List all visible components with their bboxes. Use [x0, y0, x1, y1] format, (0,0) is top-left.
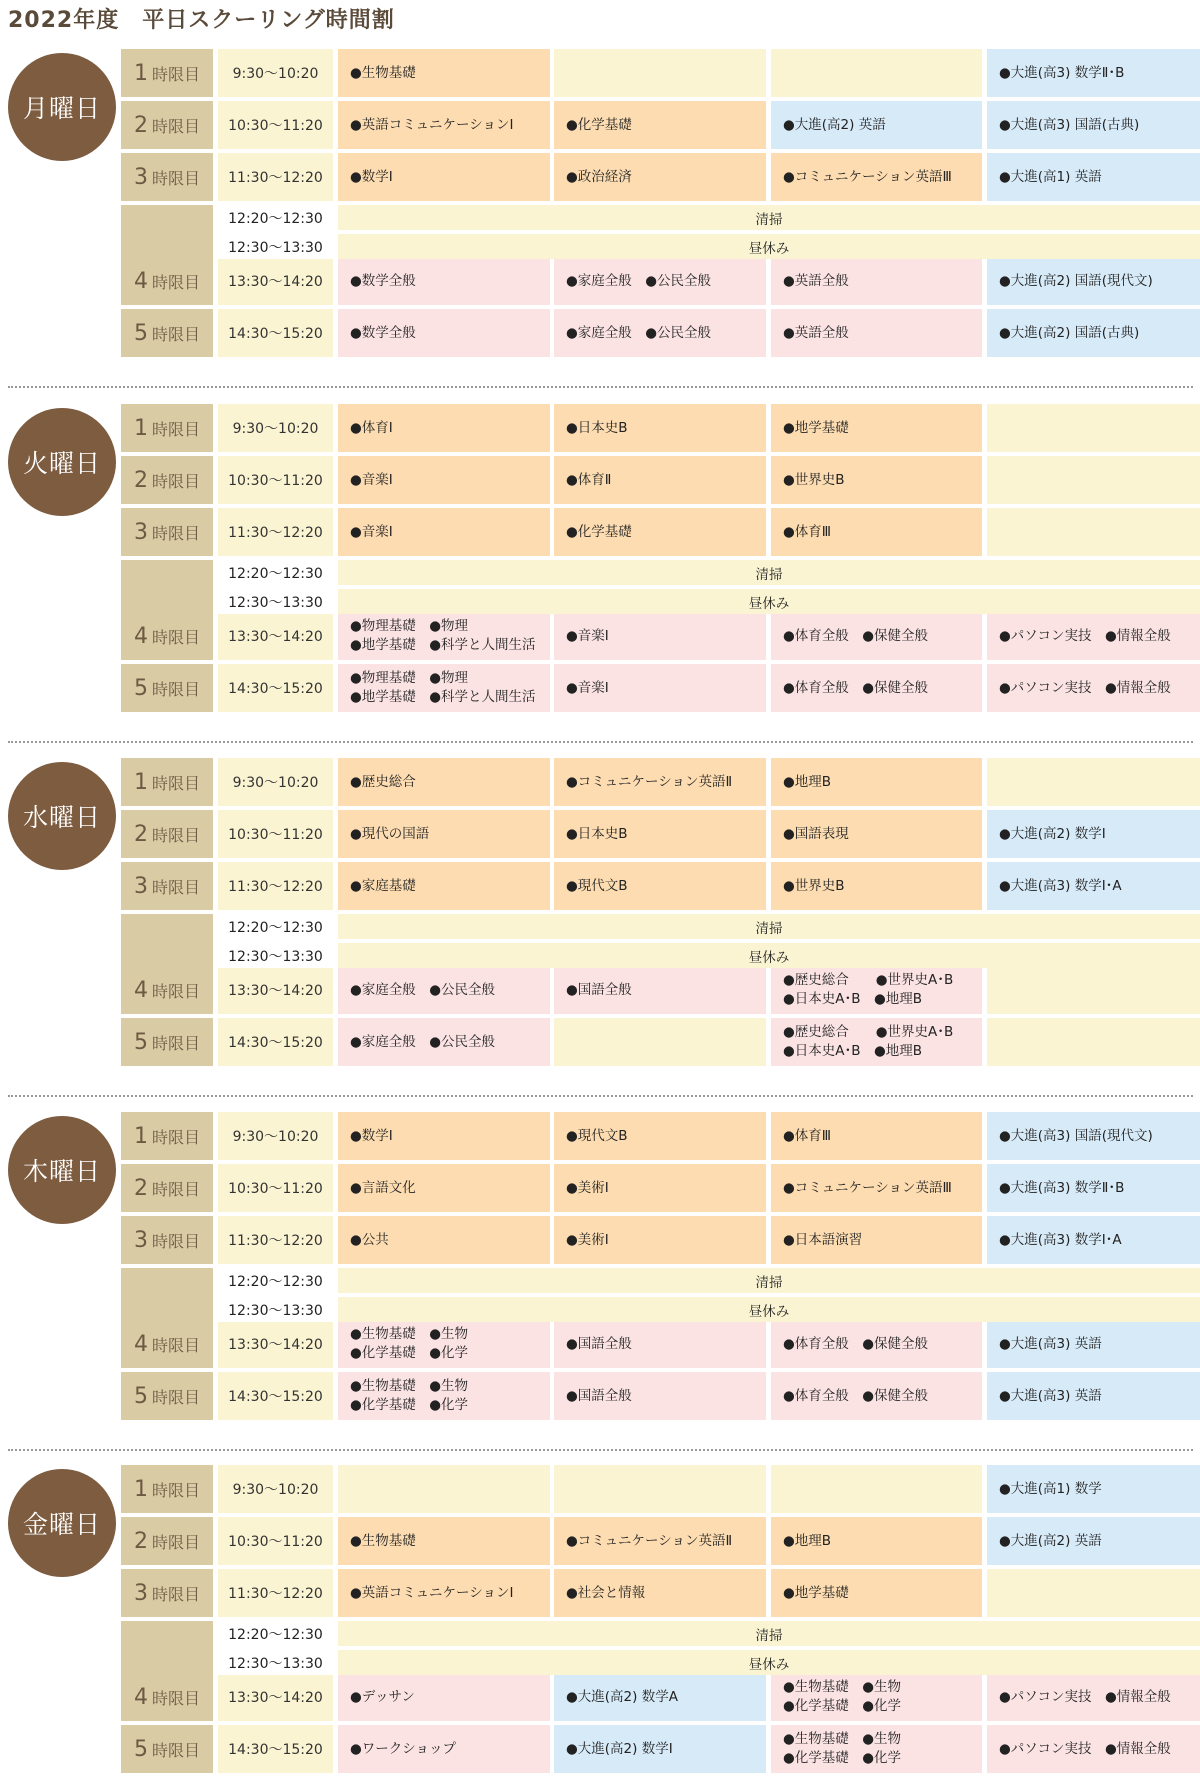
- period-suffix: 時限目: [151, 1127, 200, 1147]
- subject-cell: ●世界史B: [771, 456, 982, 504]
- day-separator: [8, 741, 1193, 743]
- period-time: 13:30〜14:20: [218, 966, 333, 1014]
- subject-cell: ●家庭全般 ●公民全般: [554, 257, 766, 305]
- period-label: [121, 1673, 213, 1721]
- period-suffix: 時限目: [151, 523, 200, 543]
- break-row: [121, 234, 1200, 259]
- period-row: [121, 612, 1200, 660]
- break-activity: 昼休み: [338, 1297, 1200, 1322]
- period-time: 9:30〜10:20: [218, 1112, 333, 1160]
- day-separator: [8, 386, 1193, 388]
- subject-cell: ●体育全般 ●保健全般: [771, 1372, 982, 1420]
- subject-cell: ●英語コミュニケーションⅠ: [338, 101, 550, 149]
- subject-cell: ●音楽Ⅰ: [554, 664, 766, 712]
- period-row: [121, 966, 1200, 1014]
- subject-cell: ●英語全般: [771, 257, 982, 305]
- break-row: [121, 1650, 1200, 1675]
- page-title: 2022年度 平日スクーリング時間割: [8, 8, 395, 33]
- subject-cell: ●物理基礎 ●物理 ●地学基礎 ●科学と人間生活: [338, 612, 550, 660]
- subject-cell: ●大進(高2) 英語: [771, 101, 982, 149]
- subject-cell: ●数学全般: [338, 309, 550, 357]
- break-row: [121, 1297, 1200, 1322]
- period-label: [121, 1372, 213, 1420]
- period-suffix: 時限目: [151, 679, 200, 699]
- period-suffix: 時限目: [151, 1688, 200, 1708]
- period-time: 10:30〜11:20: [218, 1517, 333, 1565]
- period-row: [121, 404, 1200, 452]
- period-time: 9:30〜10:20: [218, 1465, 333, 1513]
- period-suffix: 時限目: [151, 168, 200, 188]
- day-separator: [8, 1095, 1193, 1097]
- period-suffix: 時限目: [151, 471, 200, 491]
- subject-cell: ●社会と情報: [554, 1569, 766, 1617]
- period-label: [121, 49, 213, 97]
- subject-cell: [987, 758, 1200, 806]
- subject-cell: ●大進(高3) 国語(現代文): [987, 1112, 1200, 1160]
- period-suffix: 時限目: [151, 877, 200, 897]
- period-time: 14:30〜15:20: [218, 309, 333, 357]
- break-time: 12:20〜12:30: [218, 205, 333, 230]
- period-time: 10:30〜11:20: [218, 1164, 333, 1212]
- subject-cell: [987, 1018, 1200, 1066]
- period-number: 5: [133, 1029, 148, 1055]
- subject-cell: ●大進(高2) 数学Ⅰ: [554, 1725, 766, 1773]
- subject-cell: ●英語全般: [771, 309, 982, 357]
- subject-cell: [554, 1018, 766, 1066]
- break-activity: 清掃: [338, 914, 1200, 939]
- period-row: [121, 1569, 1200, 1617]
- break-row: [121, 560, 1200, 585]
- subject-cell: ●美術Ⅰ: [554, 1216, 766, 1264]
- subject-cell: ●日本語演習: [771, 1216, 982, 1264]
- subject-cell: ●大進(高3) 数学Ⅱ･B: [987, 49, 1200, 97]
- period-number: 4: [133, 1684, 148, 1710]
- subject-cell: ●地理B: [771, 758, 982, 806]
- break-time: 12:30〜13:30: [218, 1650, 333, 1675]
- subject-cell: ●コミュニケーション英語Ⅲ: [771, 1164, 982, 1212]
- subject-cell: [987, 1569, 1200, 1617]
- subject-cell: ●地学基礎: [771, 1569, 982, 1617]
- subject-cell: ●コミュニケーション英語Ⅲ: [771, 153, 982, 201]
- period-number: 2: [133, 467, 148, 493]
- day-label: 月曜日: [8, 53, 116, 161]
- subject-cell: ●パソコン実技 ●情報全般: [987, 1725, 1200, 1773]
- period-time: 11:30〜12:20: [218, 508, 333, 556]
- period-number: 2: [133, 112, 148, 138]
- period-row: [121, 1465, 1200, 1513]
- period-row: [121, 309, 1200, 357]
- period-time: 14:30〜15:20: [218, 664, 333, 712]
- subject-cell: ●言語文化: [338, 1164, 550, 1212]
- subject-cell: ●体育Ⅰ: [338, 404, 550, 452]
- subject-cell: ●音楽Ⅰ: [338, 508, 550, 556]
- period-row: [121, 1112, 1200, 1160]
- break-time: 12:20〜12:30: [218, 560, 333, 585]
- period-suffix: 時限目: [151, 324, 200, 344]
- period-label: [121, 862, 213, 910]
- period-time: 10:30〜11:20: [218, 101, 333, 149]
- subject-cell: ●国語全般: [554, 1320, 766, 1368]
- day-label: 火曜日: [8, 408, 116, 516]
- period-label: [121, 810, 213, 858]
- period-number: 4: [133, 268, 148, 294]
- subject-cell: ●大進(高3) 英語: [987, 1372, 1200, 1420]
- subject-cell: ●歴史総合 ●世界史A･B ●日本史A･B ●地理B: [771, 1018, 982, 1066]
- break-activity: 昼休み: [338, 589, 1200, 614]
- period-suffix: 時限目: [151, 1033, 200, 1053]
- subject-cell: ●大進(高3) 国語(古典): [987, 101, 1200, 149]
- period-row: [121, 810, 1200, 858]
- subject-cell: [987, 456, 1200, 504]
- subject-cell: ●地理B: [771, 1517, 982, 1565]
- period-time: 13:30〜14:20: [218, 1673, 333, 1721]
- period-row: [121, 1164, 1200, 1212]
- subject-cell: ●大進(高3) 数学Ⅱ･B: [987, 1164, 1200, 1212]
- break-time: 12:30〜13:30: [218, 234, 333, 259]
- period-time: 9:30〜10:20: [218, 758, 333, 806]
- period-suffix: 時限目: [151, 1584, 200, 1604]
- subject-cell: ●体育全般 ●保健全般: [771, 1320, 982, 1368]
- subject-cell: ●音楽Ⅰ: [338, 456, 550, 504]
- subject-cell: ●化学基礎: [554, 508, 766, 556]
- subject-cell: ●コミュニケーション英語Ⅱ: [554, 758, 766, 806]
- period-label: [121, 966, 213, 1014]
- subject-cell: ●コミュニケーション英語Ⅱ: [554, 1517, 766, 1565]
- break-row: [121, 589, 1200, 614]
- period-time: 13:30〜14:20: [218, 257, 333, 305]
- subject-cell: [554, 49, 766, 97]
- subject-cell: [987, 966, 1200, 1014]
- period-suffix: 時限目: [151, 981, 200, 1001]
- day-label: 水曜日: [8, 762, 116, 870]
- period-number: 2: [133, 1175, 148, 1201]
- break-time: 12:20〜12:30: [218, 914, 333, 939]
- subject-cell: ●現代の国語: [338, 810, 550, 858]
- subject-cell: ●英語コミュニケーションⅠ: [338, 1569, 550, 1617]
- period-suffix: 時限目: [151, 116, 200, 136]
- subject-cell: ●体育全般 ●保健全般: [771, 664, 982, 712]
- break-activity: 昼休み: [338, 234, 1200, 259]
- period-label: [121, 1320, 213, 1368]
- period-time: 14:30〜15:20: [218, 1725, 333, 1773]
- break-time: 12:30〜13:30: [218, 943, 333, 968]
- period-number: 3: [133, 873, 148, 899]
- period-suffix: 時限目: [151, 627, 200, 647]
- period-label: [121, 1164, 213, 1212]
- break-row: [121, 914, 1200, 939]
- subject-cell: ●大進(高2) 数学Ⅰ: [987, 810, 1200, 858]
- period-label: [121, 257, 213, 305]
- period-suffix: 時限目: [151, 825, 200, 845]
- period-row: [121, 1725, 1200, 1773]
- period-row: [121, 101, 1200, 149]
- subject-cell: ●政治経済: [554, 153, 766, 201]
- period-number: 1: [133, 415, 148, 441]
- subject-cell: ●体育Ⅲ: [771, 508, 982, 556]
- period-number: 4: [133, 623, 148, 649]
- subject-cell: ●大進(高1) 英語: [987, 153, 1200, 201]
- period-number: 3: [133, 1227, 148, 1253]
- subject-cell: [771, 1465, 982, 1513]
- period-suffix: 時限目: [151, 1532, 200, 1552]
- break-activity: 昼休み: [338, 1650, 1200, 1675]
- period-row: [121, 1216, 1200, 1264]
- subject-cell: ●ワークショップ: [338, 1725, 550, 1773]
- period-suffix: 時限目: [151, 272, 200, 292]
- period-label: [121, 101, 213, 149]
- subject-cell: ●美術Ⅰ: [554, 1164, 766, 1212]
- subject-cell: ●生物基礎 ●生物 ●化学基礎 ●化学: [338, 1320, 550, 1368]
- subject-cell: ●家庭全般 ●公民全般: [554, 309, 766, 357]
- subject-cell: ●現代文B: [554, 862, 766, 910]
- subject-cell: ●数学全般: [338, 257, 550, 305]
- subject-cell: ●数学Ⅰ: [338, 1112, 550, 1160]
- subject-cell: [987, 508, 1200, 556]
- break-activity: 清掃: [338, 205, 1200, 230]
- subject-cell: ●国語全般: [554, 1372, 766, 1420]
- subject-cell: ●化学基礎: [554, 101, 766, 149]
- period-time: 10:30〜11:20: [218, 456, 333, 504]
- break-time: 12:30〜13:30: [218, 589, 333, 614]
- period-number: 5: [133, 1383, 148, 1409]
- period-row: [121, 1372, 1200, 1420]
- subject-cell: ●生物基礎 ●生物 ●化学基礎 ●化学: [771, 1673, 982, 1721]
- period-number: 2: [133, 1528, 148, 1554]
- break-row: [121, 205, 1200, 230]
- period-label: [121, 1018, 213, 1066]
- subject-cell: ●大進(高2) 国語(現代文): [987, 257, 1200, 305]
- period-row: [121, 1320, 1200, 1368]
- break-activity: 清掃: [338, 1268, 1200, 1293]
- period-label: [121, 758, 213, 806]
- period-suffix: 時限目: [151, 419, 200, 439]
- period-number: 4: [133, 977, 148, 1003]
- subject-cell: ●デッサン: [338, 1673, 550, 1721]
- period-time: 9:30〜10:20: [218, 49, 333, 97]
- period-row: [121, 153, 1200, 201]
- subject-cell: ●家庭基礎: [338, 862, 550, 910]
- break-activity: 清掃: [338, 560, 1200, 585]
- period-row: [121, 49, 1200, 97]
- period-label: [121, 153, 213, 201]
- subject-cell: ●大進(高2) 数学A: [554, 1673, 766, 1721]
- subject-cell: ●大進(高3) 数学Ⅰ･A: [987, 1216, 1200, 1264]
- subject-cell: ●体育Ⅲ: [771, 1112, 982, 1160]
- period-number: 1: [133, 1123, 148, 1149]
- period-suffix: 時限目: [151, 1335, 200, 1355]
- period-time: 13:30〜14:20: [218, 612, 333, 660]
- period-time: 14:30〜15:20: [218, 1372, 333, 1420]
- subject-cell: ●家庭全般 ●公民全般: [338, 966, 550, 1014]
- subject-cell: ●大進(高1) 数学: [987, 1465, 1200, 1513]
- period-label: [121, 1216, 213, 1264]
- break-row: [121, 1268, 1200, 1293]
- period-label: [121, 612, 213, 660]
- subject-cell: ●地学基礎: [771, 404, 982, 452]
- subject-cell: [338, 1465, 550, 1513]
- subject-cell: ●体育Ⅱ: [554, 456, 766, 504]
- period-label: [121, 508, 213, 556]
- period-label: [121, 664, 213, 712]
- subject-cell: ●物理基礎 ●物理 ●地学基礎 ●科学と人間生活: [338, 664, 550, 712]
- subject-cell: ●生物基礎: [338, 49, 550, 97]
- subject-cell: ●国語全般: [554, 966, 766, 1014]
- period-number: 1: [133, 60, 148, 86]
- period-row: [121, 664, 1200, 712]
- subject-cell: [987, 404, 1200, 452]
- period-time: 11:30〜12:20: [218, 1569, 333, 1617]
- subject-cell: ●パソコン実技 ●情報全般: [987, 664, 1200, 712]
- period-time: 11:30〜12:20: [218, 862, 333, 910]
- subject-cell: ●現代文B: [554, 1112, 766, 1160]
- period-label: [121, 1465, 213, 1513]
- period-number: 2: [133, 821, 148, 847]
- subject-cell: ●公共: [338, 1216, 550, 1264]
- subject-cell: ●大進(高2) 国語(古典): [987, 309, 1200, 357]
- subject-cell: ●生物基礎: [338, 1517, 550, 1565]
- subject-cell: ●パソコン実技 ●情報全般: [987, 1673, 1200, 1721]
- subject-cell: ●国語表現: [771, 810, 982, 858]
- break-row: [121, 1621, 1200, 1646]
- break-row: [121, 943, 1200, 968]
- period-number: 3: [133, 1580, 148, 1606]
- period-number: 3: [133, 519, 148, 545]
- period-label: [121, 1725, 213, 1773]
- subject-cell: ●パソコン実技 ●情報全般: [987, 612, 1200, 660]
- period-suffix: 時限目: [151, 1387, 200, 1407]
- period-label: [121, 1569, 213, 1617]
- subject-cell: ●体育全般 ●保健全般: [771, 612, 982, 660]
- period-row: [121, 257, 1200, 305]
- period-suffix: 時限目: [151, 1740, 200, 1760]
- period-suffix: 時限目: [151, 1231, 200, 1251]
- subject-cell: ●日本史B: [554, 810, 766, 858]
- period-label: [121, 1517, 213, 1565]
- period-suffix: 時限目: [151, 1179, 200, 1199]
- subject-cell: ●音楽Ⅰ: [554, 612, 766, 660]
- subject-cell: ●日本史B: [554, 404, 766, 452]
- subject-cell: [554, 1465, 766, 1513]
- subject-cell: ●大進(高3) 英語: [987, 1320, 1200, 1368]
- period-number: 5: [133, 675, 148, 701]
- day-separator: [8, 1449, 1193, 1451]
- subject-cell: ●大進(高2) 英語: [987, 1517, 1200, 1565]
- period-label: [121, 309, 213, 357]
- subject-cell: ●数学Ⅰ: [338, 153, 550, 201]
- day-label: 木曜日: [8, 1116, 116, 1224]
- period-label: [121, 1112, 213, 1160]
- period-row: [121, 862, 1200, 910]
- break-activity: 清掃: [338, 1621, 1200, 1646]
- break-time: 12:20〜12:30: [218, 1268, 333, 1293]
- period-time: 13:30〜14:20: [218, 1320, 333, 1368]
- period-row: [121, 1673, 1200, 1721]
- period-row: [121, 456, 1200, 504]
- subject-cell: ●生物基礎 ●生物 ●化学基礎 ●化学: [771, 1725, 982, 1773]
- period-time: 10:30〜11:20: [218, 810, 333, 858]
- subject-cell: ●歴史総合: [338, 758, 550, 806]
- period-label: [121, 456, 213, 504]
- period-number: 3: [133, 164, 148, 190]
- subject-cell: ●歴史総合 ●世界史A･B ●日本史A･B ●地理B: [771, 966, 982, 1014]
- period-number: 5: [133, 320, 148, 346]
- period-time: 14:30〜15:20: [218, 1018, 333, 1066]
- period-row: [121, 1018, 1200, 1066]
- break-time: 12:20〜12:30: [218, 1621, 333, 1646]
- period-suffix: 時限目: [151, 773, 200, 793]
- period-time: 11:30〜12:20: [218, 1216, 333, 1264]
- period-label: [121, 404, 213, 452]
- period-number: 5: [133, 1736, 148, 1762]
- subject-cell: ●家庭全般 ●公民全般: [338, 1018, 550, 1066]
- period-suffix: 時限目: [151, 1480, 200, 1500]
- break-time: 12:30〜13:30: [218, 1297, 333, 1322]
- period-row: [121, 758, 1200, 806]
- period-time: 9:30〜10:20: [218, 404, 333, 452]
- subject-cell: ●世界史B: [771, 862, 982, 910]
- period-suffix: 時限目: [151, 64, 200, 84]
- subject-cell: ●大進(高3) 数学Ⅰ･A: [987, 862, 1200, 910]
- subject-cell: ●生物基礎 ●生物 ●化学基礎 ●化学: [338, 1372, 550, 1420]
- break-activity: 昼休み: [338, 943, 1200, 968]
- period-row: [121, 508, 1200, 556]
- subject-cell: [771, 49, 982, 97]
- day-label: 金曜日: [8, 1469, 116, 1577]
- period-number: 4: [133, 1331, 148, 1357]
- period-time: 11:30〜12:20: [218, 153, 333, 201]
- period-number: 1: [133, 1476, 148, 1502]
- period-number: 1: [133, 769, 148, 795]
- period-row: [121, 1517, 1200, 1565]
